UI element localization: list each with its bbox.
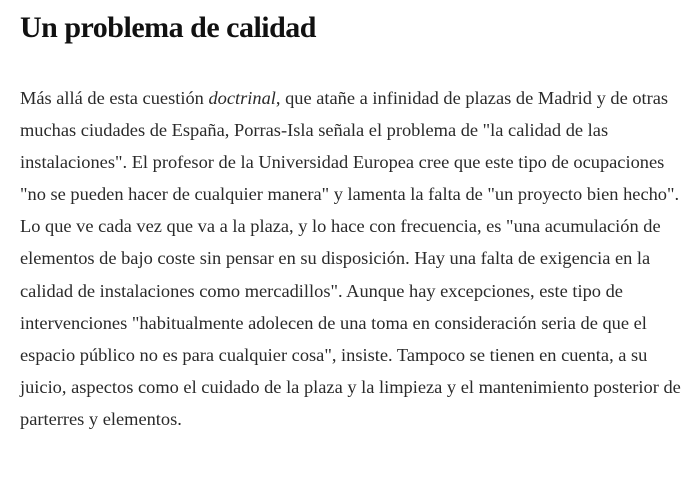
emphasized-term: doctrinal <box>208 88 276 108</box>
paragraph-text-rest: , que atañe a infinidad de plazas de Madrid y de otras muchas ciudades de España, Porras-Isla señala el problema de "la calidad de las instalaciones". El profesor de la Universidad Europea cree que este tipo de ocupaciones "no se pueden hacer de cualquier manera" y lamenta la falta de "un proyecto bien hecho". Lo que ve cada vez que va a la plaza, y lo hace con frecuencia, es "una acumulación de elementos de bajo coste sin pensar en su disposición. Hay una falta de exigencia en la calidad de instalaciones como mercadillos". Aunque hay excepciones, este tipo de intervenciones "habitualmente adolecen de una toma en consideración seria de que el espacio público no es para cualquier cosa", insiste. Tampoco se tienen en cuenta, a su juicio, aspectos como el cuidado de la plaza y la limpieza y el mantenimiento posterior de parterres y elementos. <box>20 88 681 429</box>
section-heading: Un problema de calidad <box>20 11 316 44</box>
body-paragraph <box>20 82 682 435</box>
article <box>20 0 682 435</box>
paragraph-text-start: Más allá de esta cuestión <box>20 88 209 108</box>
